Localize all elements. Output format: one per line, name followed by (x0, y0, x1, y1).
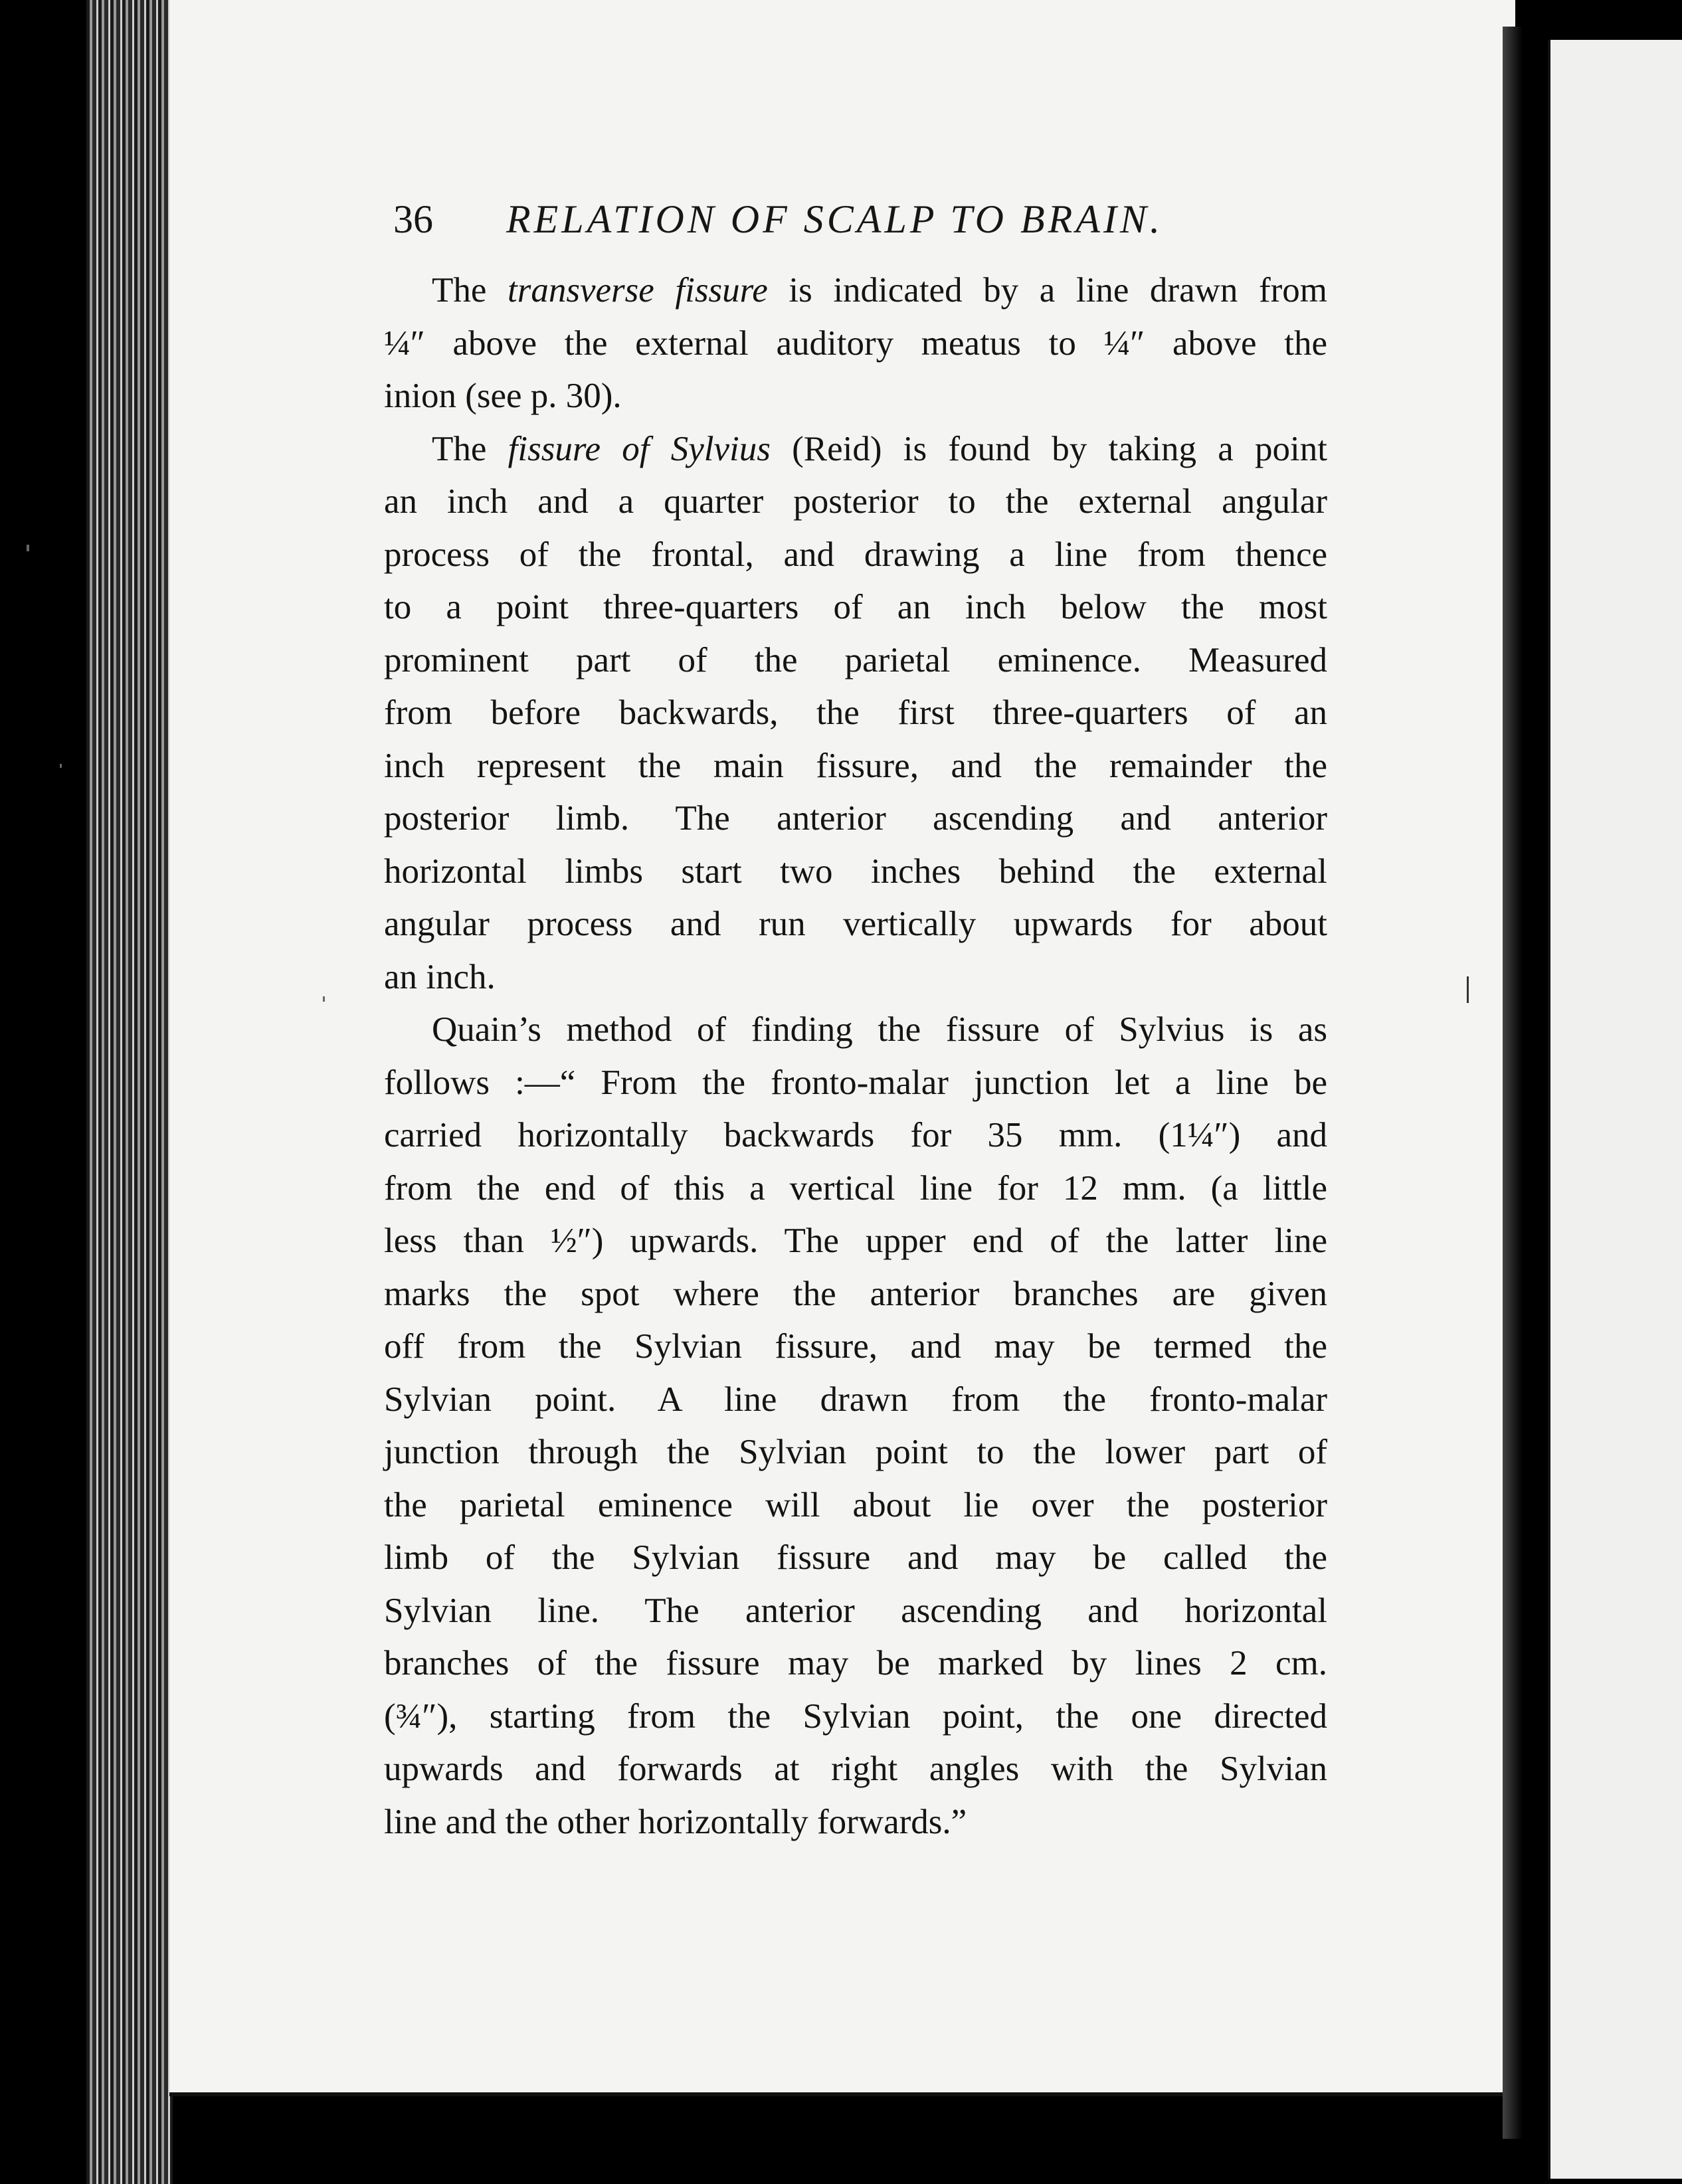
text-line: from before backwards, the first three-quarters of an (384, 693, 1327, 732)
scan-speck (323, 996, 325, 1002)
text-line: horizontal limbs start two inches behind the external (384, 852, 1327, 891)
text-line: process of the frontal, and drawing a line from thence (384, 535, 1327, 574)
text-line: posterior limb. The anterior ascending and anterior (384, 799, 1327, 838)
scan-speck (1467, 976, 1469, 1003)
text-line: marks the spot where the anterior branches are given (384, 1274, 1327, 1313)
text-line: inch represent the main fissure, and the remainder the (384, 746, 1327, 785)
facing-page-edge (1503, 27, 1523, 2139)
body-text (384, 264, 1327, 1849)
book-page-edges (86, 0, 173, 2184)
italic-term: transverse fissure (508, 271, 768, 310)
text-line: from the end of this a vertical line for 12 mm. (a little (384, 1168, 1327, 1208)
facing-page (1548, 40, 1682, 2179)
paragraph-2 (384, 423, 1327, 1004)
text-line: line and the other horizontally forwards.” (384, 1802, 967, 1841)
text-line: Sylvian point. A line drawn from the fronto-malar (384, 1380, 1327, 1419)
text-line: prominent part of the parietal eminence. Measured (384, 640, 1327, 680)
paragraph-3 (384, 1004, 1327, 1849)
text-line: branches of the fissure may be marked by lines 2 cm. (384, 1644, 1327, 1683)
text-line: inion (see p. 30). (384, 377, 622, 415)
running-header (393, 197, 1337, 250)
text-line: off from the Sylvian fissure, and may be termed the (384, 1327, 1327, 1366)
text-line: limb of the Sylvian fissure and may be called the (384, 1538, 1327, 1577)
text-line: Sylvian line. The anterior ascending and horizontal (384, 1591, 1327, 1630)
text-line: ¼″ above the external auditory meatus to ¼″ above the (384, 323, 1327, 363)
page-number: 36 (393, 197, 433, 241)
running-title: RELATION OF SCALP TO BRAIN. (506, 197, 1163, 241)
text-line: follows :—“ From the fronto-malar junction let a line be (384, 1063, 1327, 1102)
text-line: less than ½″) upwards. The upper end of the latter line (384, 1222, 1327, 1260)
text-line: to a point three-quarters of an inch below the most (384, 588, 1327, 626)
text-line: carried horizontally backwards for 35 mm. (1¼″) and (384, 1116, 1327, 1154)
text-line: the parietal eminence will about lie over the posterior (384, 1485, 1327, 1524)
scan-speck (60, 764, 62, 768)
text-line: an inch and a quarter posterior to the external angular (384, 482, 1327, 521)
text-line: Quain’s method of finding the fissure of Sylvius is as (432, 1010, 1327, 1049)
text-line: The fissure of Sylvius (Reid) is found by taking a point (432, 429, 1327, 468)
text-line: The transverse fissure is indicated by a line drawn from (432, 271, 1327, 310)
scan-speck (27, 545, 29, 551)
text-line: angular process and run vertically upwards for about (384, 905, 1327, 943)
text-line: an inch. (384, 957, 496, 996)
text-line: upwards and forwards at right angles with the Sylvian (384, 1750, 1327, 1788)
text-line: (¾″), starting from the Sylvian point, the one directed (384, 1696, 1327, 1736)
italic-term: fissure of Sylvius (508, 429, 771, 468)
paragraph-1 (384, 264, 1327, 423)
text-line: junction through the Sylvian point to the lower part of (384, 1433, 1327, 1471)
